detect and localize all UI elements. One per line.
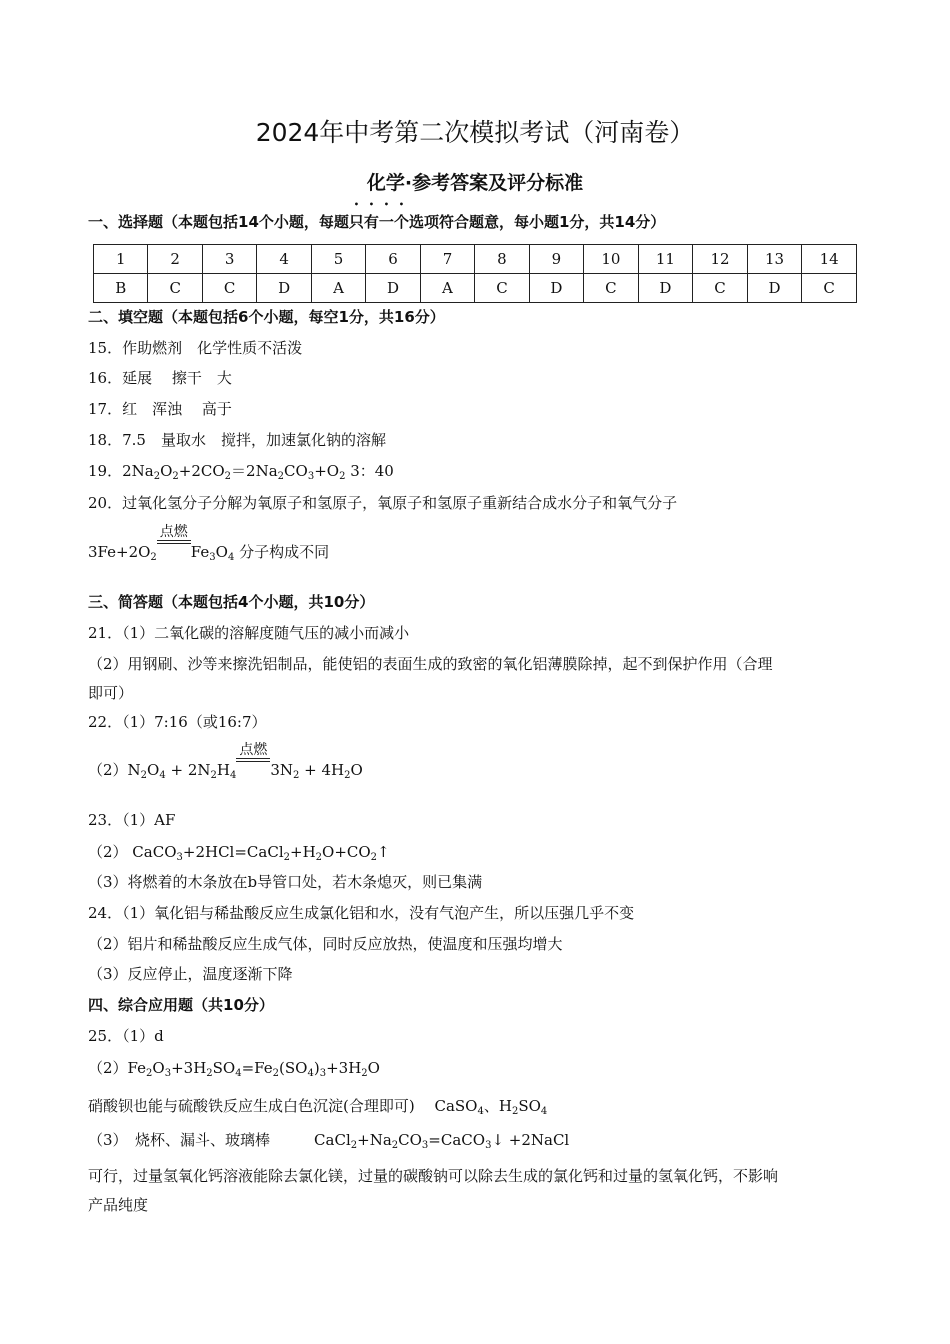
answer-line-19: 19．$2Na_2O_2+2CO_2=2Na_2CO_3+O_2$ 3：40: [88, 462, 394, 482]
answer-line-15: 15．作助燃剂 化学性质不活泼: [88, 339, 303, 357]
answer-cell: C: [584, 274, 639, 303]
question-number-cell: 2: [148, 245, 202, 274]
answer-line-25-conclusion: 可行，过量氢氧化钙溶液能除去氯化镁，过量的碳酸钠可以除去生成的氯化钙和过量的氢氧化钙，不影响: [88, 1167, 779, 1185]
answer-cell: A: [420, 274, 474, 303]
answer-line-16: 16．延展 擦干 大: [88, 369, 232, 387]
page-title: 2024年中考第二次模拟考试（河南卷）: [255, 118, 695, 147]
answer-line-20-equation: $3Fe+2O_2$ 点燃 $Fe_3O_4$ 分子构成不同: [88, 524, 330, 563]
answer-line-18: 18．7.5 量取水 搅拌，加速氯化钠的溶解: [88, 431, 386, 449]
answer-cell: D: [529, 274, 583, 303]
section1-heading: 一、选择题（本题包括14个小题，每题只有一个选项符合题意，每小题1分，共14分）: [88, 213, 666, 231]
answer-cell: B: [94, 274, 148, 303]
answer-table-answers-row: [94, 274, 857, 303]
emphasis-char: 只: [348, 213, 364, 231]
answer-cell: D: [638, 274, 693, 303]
reaction-condition: 点燃: [159, 524, 188, 540]
section4-heading: 四、综合应用题（共10分）: [88, 996, 274, 1014]
answer-line-25-3: （3） 烧杯、漏斗、玻璃棒 $CaCl_2+Na_2CO_3=CaCO_3↓$ +2NaCl: [88, 1131, 570, 1151]
answer-line-21-2-cont: 即可）: [88, 684, 134, 702]
answer-line-22-1: 22．（1）7:16（或16:7）: [88, 713, 267, 731]
answer-cell: C: [148, 274, 202, 303]
answer-table-numbers-row: [94, 245, 857, 274]
answer-table: [93, 244, 857, 303]
answer-line-25-conclusion-cont: 产品纯度: [88, 1196, 149, 1214]
answer-line-22-2: $(2)N_2O_4 + 2N_2H_4$ 点燃 $3N_2 + 4H_2O$: [88, 742, 363, 781]
section2-heading: 二、填空题（本题包括6个小题，每空1分，共16分）: [88, 308, 445, 326]
question-number-cell: 8: [475, 245, 529, 274]
answer-cell: D: [257, 274, 311, 303]
emphasis-char: 一: [378, 213, 394, 231]
answer-line-24-1: 24．（1）氧化铝与稀盐酸反应生成氯化铝和水，没有气泡产生，所以压强几乎不变: [88, 904, 635, 922]
answer-line-24-3: （3）反应停止，温度逐渐下降: [88, 965, 293, 983]
answer-cell: C: [693, 274, 748, 303]
question-number-cell: 10: [584, 245, 639, 274]
equals-sign: [157, 540, 191, 544]
question-number-cell: 7: [420, 245, 474, 274]
question-number-cell: 6: [366, 245, 420, 274]
question-number-cell: 13: [747, 245, 802, 274]
answer-cell: A: [311, 274, 365, 303]
question-number-cell: 11: [638, 245, 693, 274]
answer-line-23-3: （3）将燃着的木条放在b导管口处，若木条熄灭，则已集满: [88, 873, 483, 891]
emphasis-char: 个: [393, 213, 409, 231]
page-subtitle: 化学·参考答案及评分标准: [366, 172, 584, 194]
question-number-cell: 3: [202, 245, 256, 274]
answer-line-25-1: 25．（1）d: [88, 1027, 164, 1045]
answer-line-25-2: $(2)Fe_2O_3+3H_2SO_4=Fe_2(SO_4)_3+3H_2O$: [88, 1059, 380, 1079]
question-number-cell: 1: [94, 245, 148, 274]
answer-line-23-1: 23．（1）AF: [88, 811, 176, 829]
answer-cell: D: [366, 274, 420, 303]
question-number-cell: 5: [311, 245, 365, 274]
equals-sign: [236, 758, 270, 762]
answer-line-21-1: 21．（1）二氧化碳的溶解度随气压的减小而减小: [88, 624, 410, 642]
answer-cell: D: [747, 274, 802, 303]
answer-cell: C: [802, 274, 857, 303]
question-number-cell: 14: [802, 245, 857, 274]
emphasis-char: 有: [363, 213, 379, 231]
question-number-cell: 12: [693, 245, 748, 274]
answer-cell: C: [475, 274, 529, 303]
answer-line-21-2: （2）用钢刷、沙等来擦洗铝制品，能使铝的表面生成的致密的氧化铝薄膜除掉，起不到保护作用（合理: [88, 655, 773, 673]
answer-line-17: 17．红 浑浊 高于: [88, 400, 232, 418]
question-number-cell: 9: [529, 245, 583, 274]
answer-line-23-2: （2） $CaCO_3+2HCl=CaCl_2+H_2O+CO_2↑$: [88, 843, 390, 863]
answer-line-20: 20．过氧化氢分子分解为氧原子和氢原子，氧原子和氢原子重新结合成水分子和氧气分子: [88, 494, 678, 512]
section3-heading: 三、简答题（本题包括4个小题，共10分）: [88, 593, 375, 611]
answer-cell: C: [202, 274, 256, 303]
reaction-condition: 点燃: [239, 742, 268, 758]
question-number-cell: 4: [257, 245, 311, 274]
answer-line-24-2: （2）铝片和稀盐酸反应生成气体，同时反应放热，使温度和压强均增大: [88, 935, 563, 953]
answer-line-25-note: 硝酸钡也能与硫酸铁反应生成白色沉淀(合理即可) CaSO$_4$、$H_2SO_4$: [88, 1097, 548, 1117]
